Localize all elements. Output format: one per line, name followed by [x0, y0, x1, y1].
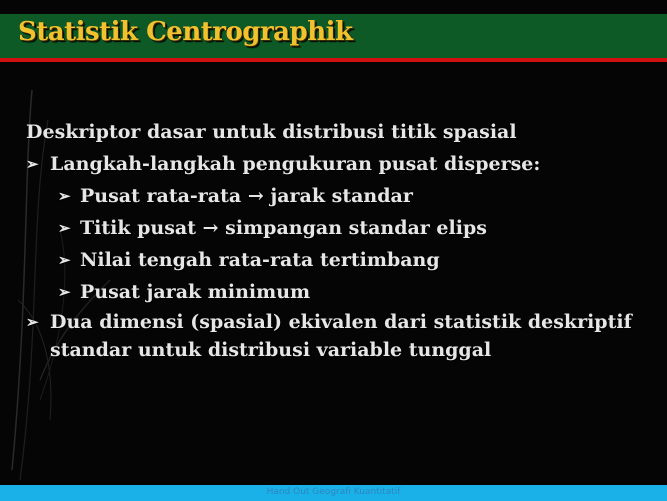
- footer-text: Hand Out Geografi Kuantitatif: [266, 487, 401, 497]
- bullet-list: [26, 116, 646, 364]
- sub-list-item: [26, 244, 646, 276]
- intro-text: Deskriptor dasar untuk distribusi titik spasial: [26, 121, 517, 143]
- arrow-bullet-icon: ➢: [26, 155, 39, 173]
- arrow-bullet-icon: ➢: [58, 219, 71, 237]
- list-item: [26, 308, 646, 364]
- sub-list-item: [26, 180, 646, 212]
- arrow-bullet-icon: ➢: [26, 313, 39, 331]
- sub-list-item-text: Titik pusat → simpangan standar elips: [80, 217, 487, 239]
- slide-title: Statistik Centrographik: [18, 17, 353, 47]
- arrow-bullet-icon: ➢: [58, 187, 71, 205]
- list-item-text: Dua dimensi (spasial) ekivalen dari statistik deskriptif standar untuk distribusi variable tunggal: [50, 311, 632, 361]
- list-item-text: Langkah-langkah pengukuran pusat disperse:: [50, 153, 541, 175]
- sub-list-item: [26, 276, 646, 308]
- arrow-bullet-icon: ➢: [58, 283, 71, 301]
- list-item: [26, 148, 646, 180]
- sub-list-item-text: Pusat rata-rata → jarak standar: [80, 185, 413, 207]
- sub-list-item-text: Pusat jarak minimum: [80, 281, 311, 303]
- title-underline: [0, 58, 667, 62]
- sub-list-item-text: Nilai tengah rata-rata tertimbang: [80, 249, 440, 271]
- sub-list-item: [26, 212, 646, 244]
- intro-line: [26, 116, 646, 148]
- arrow-bullet-icon: ➢: [58, 251, 71, 269]
